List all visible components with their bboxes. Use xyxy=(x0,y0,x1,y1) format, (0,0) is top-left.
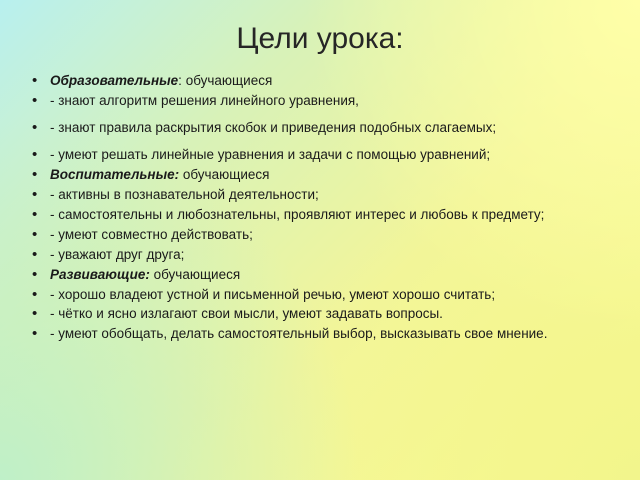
list-item xyxy=(26,166,622,184)
list-item-text: - умеют обобщать, делать самостоятельный выбор, высказывать свое мнение. xyxy=(50,326,548,342)
list-item xyxy=(26,146,622,164)
list-item-text: - активны в познавательной деятельности; xyxy=(50,186,319,202)
list-item xyxy=(26,92,622,110)
page-title: Цели урока: xyxy=(236,22,404,55)
list-item-text: - уважают друг друга; xyxy=(50,246,185,262)
list-item-text: - хорошо владеют устной и письменной речью, умеют хорошо считать; xyxy=(50,286,496,302)
list-item-text: - чётко и ясно излагают свои мысли, умеют задавать вопросы. xyxy=(50,306,443,322)
list-item-lead: Воспитательные: xyxy=(50,166,180,182)
list-item-lead: Развивающие: xyxy=(50,266,150,282)
bullet-list xyxy=(26,72,622,345)
list-item xyxy=(26,266,622,284)
list-item xyxy=(26,325,622,343)
list-item xyxy=(26,206,622,224)
list-item xyxy=(26,286,622,304)
list-item xyxy=(26,226,622,244)
list-item-text: - самостоятельны и любознательны, проявляют интерес и любовь к предмету; xyxy=(50,206,545,222)
list-item xyxy=(26,246,622,264)
list-item xyxy=(26,72,622,90)
list-item xyxy=(26,186,622,204)
list-item-text: обучающиеся xyxy=(149,266,241,282)
list-item-text: - умеют совместно действовать; xyxy=(50,226,253,242)
list-item-lead-suffix: : xyxy=(178,73,182,88)
list-item-text: обучающиеся xyxy=(181,73,273,88)
list-item-text: обучающиеся xyxy=(179,166,270,182)
list-item-text: - знают правила раскрытия скобок и приведения подобных слагаемых; xyxy=(50,119,497,135)
list-item xyxy=(26,119,622,137)
list-item-text: - умеют решать линейные уравнения и задачи с помощью уравнений; xyxy=(50,146,491,162)
list-item-lead: Образовательные xyxy=(50,73,179,88)
list-item-text: - знают алгоритм решения линейного уравнения, xyxy=(50,92,359,108)
list-item xyxy=(26,305,622,323)
